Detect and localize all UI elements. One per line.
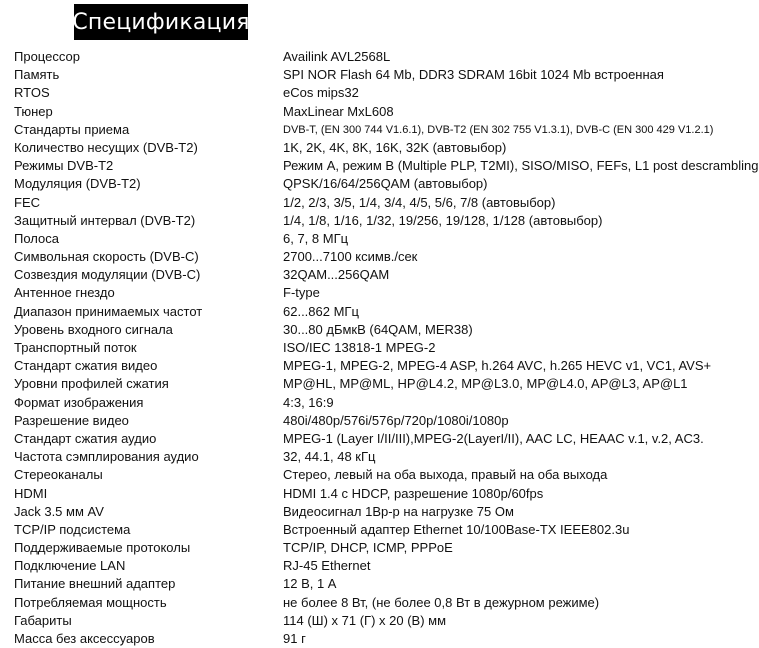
spec-row <box>14 394 759 412</box>
spec-value: Стерео, левый на оба выхода, правый на оба выхода <box>283 467 608 483</box>
spec-table <box>14 48 759 648</box>
spec-value: 12 В, 1 А <box>283 576 337 592</box>
spec-label: Подключение LAN <box>14 558 126 574</box>
spec-value: 114 (Ш) x 71 (Г) x 20 (В) мм <box>283 612 447 628</box>
spec-row <box>14 103 759 121</box>
spec-label: FEC <box>14 194 40 210</box>
spec-value: Встроенный адаптер Ethernet 10/100Base-TX IEEE802.3u <box>283 521 630 537</box>
spec-label: Уровни профилей сжатия <box>14 376 169 392</box>
spec-row <box>14 248 759 266</box>
spec-row <box>14 375 759 393</box>
spec-row <box>14 157 759 175</box>
spec-value: 1/2, 2/3, 3/5, 1/4, 3/4, 4/5, 5/6, 7/8 (автовыбор) <box>283 194 556 210</box>
spec-row <box>14 630 759 648</box>
spec-row <box>14 84 759 102</box>
spec-label: Jack 3.5 мм AV <box>14 503 104 519</box>
spec-value: 32QAM...256QAM <box>283 267 390 283</box>
spec-label: Тюнер <box>14 103 53 119</box>
spec-value: MPEG-1 (Layer I/II/III),MPEG-2(LayerI/II), AAC LC, HEAAC v.1, v.2, AC3. <box>283 430 704 446</box>
spec-label: Символьная скорость (DVB-C) <box>14 249 199 265</box>
spec-row <box>14 503 759 521</box>
spec-value: 30...80 дБмкВ (64QAM, MER38) <box>283 321 473 337</box>
spec-label: Потребляемая мощность <box>14 594 167 610</box>
spec-value: 32, 44.1, 48 кГц <box>283 449 376 465</box>
spec-label: Полоса <box>14 230 59 246</box>
spec-row <box>14 121 759 139</box>
spec-value: 480i/480p/576i/576p/720p/1080i/1080p <box>283 412 509 428</box>
spec-label: Транспортный поток <box>14 340 137 355</box>
spec-row <box>14 521 759 539</box>
spec-value: RJ-45 Ethernet <box>283 558 371 574</box>
spec-row <box>14 339 759 357</box>
spec-value: 91 г <box>283 631 306 646</box>
spec-label: Диапазон принимаемых частот <box>14 303 203 319</box>
spec-row <box>14 194 759 212</box>
spec-value: F-type <box>283 285 320 301</box>
spec-label: Модуляция (DVB-T2) <box>14 176 141 192</box>
spec-value: TCP/IP, DHCP, ICMP, PPPoE <box>283 540 453 556</box>
spec-row <box>14 594 759 612</box>
spec-row <box>14 557 759 575</box>
spec-label: Режимы DVB-T2 <box>14 158 114 174</box>
spec-label: Созвездия модуляции (DVB-C) <box>14 267 201 283</box>
page-title: Спецификация <box>74 4 248 40</box>
spec-row <box>14 466 759 484</box>
spec-row <box>14 212 759 230</box>
spec-row <box>14 412 759 430</box>
spec-label: Антенное гнездо <box>14 285 115 301</box>
spec-label: HDMI <box>14 485 48 501</box>
spec-label: Стандарты приема <box>14 121 130 137</box>
spec-value: не более 8 Вт, (не более 0,8 Вт в дежурном режиме) <box>283 594 600 610</box>
spec-value: DVB-T, (EN 300 744 V1.6.1), DVB-T2 (EN 302 755 V1.3.1), DVB-C (EN 300 429 V1.2.1) <box>283 123 714 136</box>
spec-row <box>14 139 759 157</box>
spec-value: QPSK/16/64/256QAM (автовыбор) <box>283 176 488 192</box>
spec-label: Защитный интервал (DVB-T2) <box>14 212 196 228</box>
spec-label: Стандарт сжатия аудио <box>14 430 157 446</box>
spec-label: Уровень входного сигнала <box>14 321 173 337</box>
spec-row <box>14 48 759 66</box>
spec-value: MPEG-1, MPEG-2, MPEG-4 ASP, h.264 AVC, h.265 HEVC v1, VC1, AVS+ <box>283 358 712 374</box>
spec-label: TCP/IP подсистема <box>14 521 131 537</box>
spec-value: 2700...7100 ксимв./сек <box>283 249 418 265</box>
spec-value: SPI NOR Flash 64 Mb, DDR3 SDRAM 16bit 1024 Mb встроенная <box>283 67 664 83</box>
spec-label: Стандарт сжатия видео <box>14 358 158 374</box>
spec-value: MP@HL, MP@ML, HP@L4.2, MP@L3.0, MP@L4.0, AP@L3, AP@L1 <box>283 376 688 392</box>
spec-row <box>14 66 759 84</box>
spec-label: Стереоканалы <box>14 467 103 483</box>
spec-value: MaxLinear MxL608 <box>283 103 394 119</box>
spec-label: Габариты <box>14 612 72 628</box>
spec-row <box>14 430 759 448</box>
spec-label: Процессор <box>14 49 80 64</box>
spec-row <box>14 175 759 193</box>
spec-value: 6, 7, 8 МГц <box>283 230 349 246</box>
spec-row <box>14 357 759 375</box>
spec-value: 4:3, 16:9 <box>283 394 334 410</box>
spec-label: Питание внешний адаптер <box>14 576 176 592</box>
spec-label: Память <box>14 67 60 83</box>
spec-label: Частота сэмплирования аудио <box>14 449 199 465</box>
spec-row <box>14 539 759 557</box>
spec-value: 1/4, 1/8, 1/16, 1/32, 19/256, 19/128, 1/128 (автовыбор) <box>283 212 603 228</box>
spec-row <box>14 575 759 593</box>
spec-value: Режим А, режим В (Multiple PLP, T2MI), SISO/MISO, FEFs, L1 post descrambling <box>283 158 759 174</box>
spec-row <box>14 303 759 321</box>
spec-value: ISO/IEC 13818-1 MPEG-2 <box>283 340 436 355</box>
spec-row <box>14 485 759 503</box>
spec-row <box>14 266 759 284</box>
spec-row <box>14 612 759 630</box>
spec-label: Количество несущих (DVB-T2) <box>14 139 198 155</box>
spec-value: HDMI 1.4 с HDCP, разрешение 1080p/60fps <box>283 485 544 501</box>
spec-row <box>14 321 759 339</box>
spec-label: RTOS <box>14 85 50 101</box>
spec-row <box>14 448 759 466</box>
spec-label: Поддерживаемые протоколы <box>14 540 191 556</box>
spec-value: 62...862 МГц <box>283 303 359 319</box>
spec-label: Масса без аксессуаров <box>14 631 155 646</box>
spec-value: Видеосигнал 1Вр-р на нагрузке 75 Ом <box>283 503 514 519</box>
spec-row <box>14 284 759 302</box>
spec-label: Разрешение видео <box>14 412 129 428</box>
spec-value: 1K, 2K, 4K, 8K, 16K, 32K (автовыбор) <box>283 139 507 155</box>
spec-value: Availink AVL2568L <box>283 49 391 64</box>
spec-row <box>14 230 759 248</box>
spec-label: Формат изображения <box>14 394 144 410</box>
spec-value: eCos mips32 <box>283 85 359 101</box>
